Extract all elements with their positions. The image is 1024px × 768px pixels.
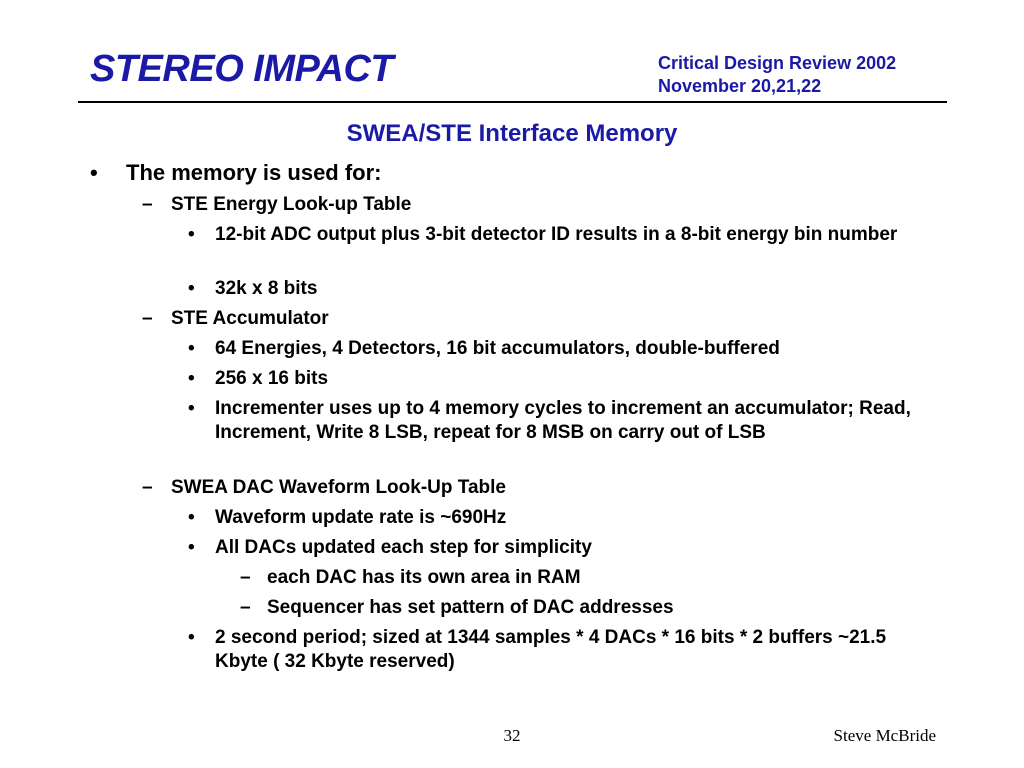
list-item (188, 367, 918, 391)
review-line-1: Critical Design Review 2002 (658, 53, 897, 73)
bullet-marker: • (188, 537, 195, 558)
list-item-text: STE Accumulator (171, 308, 329, 329)
list-item (188, 397, 918, 445)
bullet-marker: • (188, 627, 195, 648)
header-rule (78, 101, 947, 103)
list-item-text: 2 second period; sized at 1344 samples * 4 DACs * 16 bits * 2 buffers ~21.5 Kbyte ( 32 Kbyte reserved) (215, 627, 887, 672)
bullet-marker: • (188, 224, 195, 245)
list-item (188, 337, 918, 361)
list-item-text: The memory is used for: (126, 160, 382, 185)
bullet-marker: • (188, 398, 195, 419)
list-item (240, 566, 920, 590)
dash-marker: – (142, 308, 153, 329)
bullet-marker: • (188, 278, 195, 299)
list-item (188, 626, 918, 674)
list-item-text: Sequencer has set pattern of DAC addresses (267, 597, 674, 618)
list-item (142, 307, 932, 331)
dash-marker: – (240, 597, 251, 618)
list-item-text: STE Energy Look-up Table (171, 194, 412, 215)
bullet-marker: • (90, 160, 98, 185)
list-item-text: 64 Energies, 4 Detectors, 16 bit accumulators, double-buffered (215, 338, 780, 359)
list-item-text: 12-bit ADC output plus 3-bit detector ID results in a 8-bit energy bin number (215, 224, 898, 245)
list-item (240, 596, 920, 620)
list-item (188, 536, 918, 560)
list-item (142, 193, 932, 217)
author-name: Steve McBride (833, 726, 936, 745)
bullet-marker: • (188, 338, 195, 359)
page-number: 32 (503, 726, 521, 745)
list-item-text: All DACs updated each step for simplicity (215, 537, 592, 558)
slide-title: SWEA/STE Interface Memory (346, 120, 678, 147)
list-item-text: SWEA DAC Waveform Look-Up Table (171, 477, 506, 498)
list-item-text: each DAC has its own area in RAM (267, 567, 581, 588)
list-item (90, 160, 930, 186)
dash-marker: – (240, 567, 251, 588)
list-item-text: Incrementer uses up to 4 memory cycles to increment an accumulator; Read, Increment, Write 8 LSB, repeat for 8 MSB on carry out of LSB (215, 398, 911, 443)
list-item (142, 476, 932, 500)
bullet-marker: • (188, 368, 195, 389)
bullet-marker: • (188, 507, 195, 528)
dash-marker: – (142, 194, 153, 215)
review-info (658, 52, 896, 98)
list-item (188, 506, 918, 530)
list-item (188, 277, 918, 301)
brand-title: STEREO IMPACT (90, 48, 394, 90)
list-item-text: 32k x 8 bits (215, 278, 318, 299)
list-item-text: Waveform update rate is ~690Hz (215, 507, 507, 528)
review-line-2: November 20,21,22 (658, 76, 822, 96)
list-item (188, 223, 918, 247)
dash-marker: – (142, 477, 153, 498)
list-item-text: 256 x 16 bits (215, 368, 329, 389)
